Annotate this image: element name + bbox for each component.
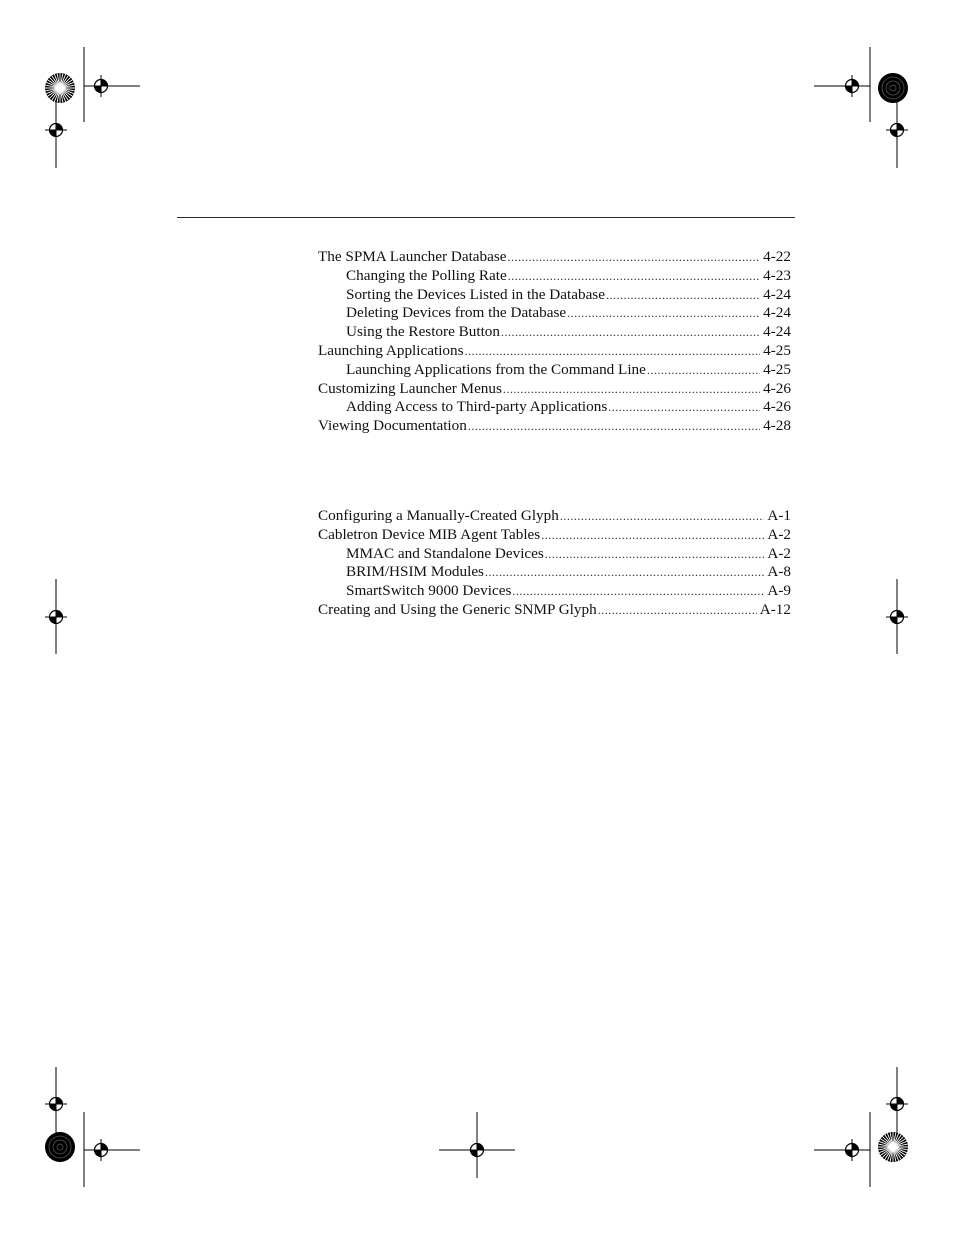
toc-entry-page: A-2 [767, 525, 791, 543]
toc-entry-page: 4-28 [763, 417, 791, 435]
toc-entry-label: Cabletron Device MIB Agent Tables [318, 525, 541, 543]
toc-entry-label: SmartSwitch 9000 Devices [346, 582, 512, 600]
toc-entry-label: Creating and Using the Generic SNMP Glyph [318, 600, 597, 618]
toc-entry-page: A-2 [767, 544, 791, 562]
toc-entry-label: Configuring a Manually-Created Glyph [318, 507, 559, 524]
toc-entry-label: BRIM/HSIM Modules [346, 563, 484, 581]
toc-entry-page: A-1 [767, 507, 791, 524]
toc-entry-label: Sorting the Devices Listed in the Database [346, 285, 605, 303]
toc-entry-page: 4-25 [763, 360, 791, 378]
toc-entry-page: 4-23 [763, 266, 791, 284]
toc-entry-label: Viewing Documentation [318, 417, 467, 435]
toc-entry-page: 4-24 [763, 285, 791, 303]
toc-entry-label: Adding Access to Third-party Applications [346, 398, 608, 416]
toc-entry-label: MMAC and Standalone Devices [346, 544, 544, 562]
toc-entry-page: 4-26 [763, 398, 791, 416]
toc-entry-page: A-12 [759, 600, 791, 618]
toc-entry-page: A-8 [767, 563, 791, 581]
toc-entry-label: The SPMA Launcher Database [318, 248, 507, 265]
toc-entry-page: 4-25 [763, 341, 791, 359]
toc-entry-label: Using the Restore Button [346, 323, 500, 341]
toc-entry-label: Changing the Polling Rate [346, 266, 507, 284]
toc-entry-label: Deleting Devices from the Database [346, 304, 567, 322]
toc-entry-label: Launching Applications from the Command Line [346, 360, 646, 378]
toc-entry-label: Launching Applications [318, 341, 464, 359]
toc-entry-label: Customizing Launcher Menus [318, 379, 502, 397]
toc-entry-page: 4-24 [763, 304, 791, 322]
toc-entry-page: 4-24 [763, 323, 791, 341]
toc-entry-page: 4-22 [763, 248, 791, 265]
toc-entry-page: A-9 [767, 582, 791, 600]
toc-entry-page: 4-26 [763, 379, 791, 397]
